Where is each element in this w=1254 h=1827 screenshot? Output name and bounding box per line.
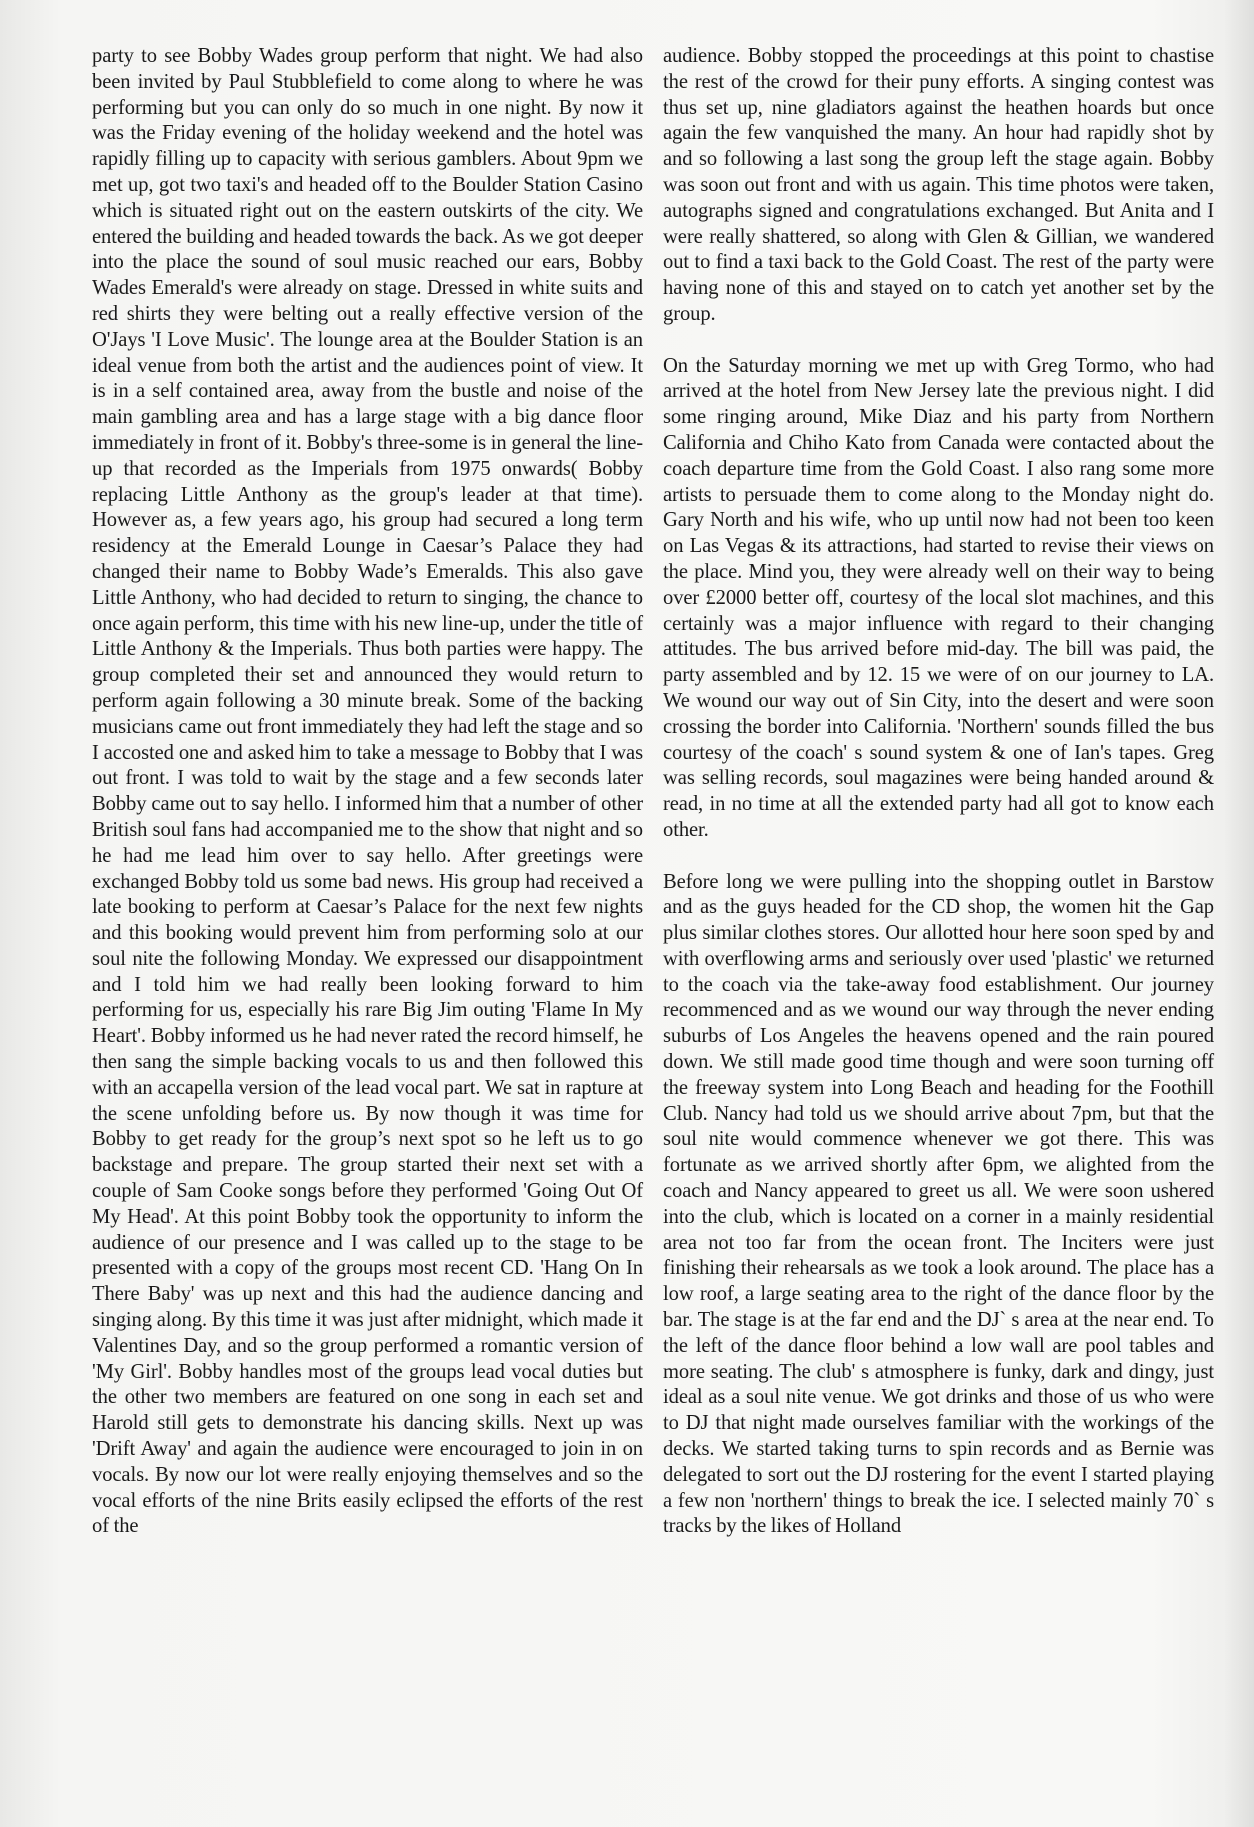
right-column (663, 44, 1214, 1540)
paragraph: On the Saturday morning we met up with Greg Tormo, who had arrived at the hotel from New Jersey late the previous night. I did some ringing around, Mike Diaz and his party from Northern California and Chiho Kato from Canada were contacted about the coach departure time from the Gold Coast. I also rang some more artists to persuade them to come along to the Monday night do. Gary North and his wife, who up until now had not been too keen on Las Vegas & its attractions, had started to revise their views on the place. Mind you, they were already well on their way to being over £2000 better off, courtesy of the local slot machines, and this certainly was a major influence with regard to their changing attitudes. The bus arrived before mid-day. The bill was paid, the party assembled and by 12. 15 we were of on our journey to LA. We wound our way out of Sin City, into the desert and were soon crossing the border into California. 'Northern' sounds filled the bus courtesy of the coach' s sound system & one of Ian's tapes. Greg was selling records, soul magazines were being handed around & read, in no time at all the extended party had all got to know each other. (663, 354, 1214, 841)
paragraph: audience. Bobby stopped the proceedings at this point to chastise the rest of the crowd for their puny efforts. A singing contest was thus set up, nine gladiators against the heathen hoards but once again the few vanquished the many. An hour had rapidly shot by and so following a last song the group left the stage again. Bobby was soon out front and with us again. This time photos were taken, autographs signed and congratulations exchanged. But Anita and I were really shattered, so along with Glen & Gillian, we wandered out to find a taxi back to the Gold Coast. The rest of the party were having none of this and stayed on to catch yet another set by the group. (663, 45, 1214, 325)
page-edge (1224, 0, 1254, 1827)
paragraph: Before long we were pulling into the shopping outlet in Barstow and as the guys headed for the CD shop, the women hit the Gap plus similar clothes stores. Our allotted hour here soon sped by and with overflowing arms and seriously over used 'plastic' we returned to the coach via the take-away food establishment. Our journey recommenced and as we wound our way through the never ending suburbs of Los Angeles the heavens opened and the rain poured down. We still made good time though and were soon turning off the freeway system into Long Beach and heading for the Foothill Club. Nancy had told us we should arrive about 7pm, but that the soul nite would commence whenever we got there. This was fortunate as we arrived shortly after 6pm, we alighted from the coach and Nancy appeared to greet us all. We were soon ushered into the club, which is located on a corner in a mainly residential area not too far from the ocean front. The Inciters were just finishing their rehearsals as we took a look around. The place has a low roof, a large seating area to the right of the dance floor by the bar. The stage is at the far end and the DJ` s area at the near end. To the left of the dance floor behind a low wall are pool tables and more seating. The club' s atmosphere is funky, dark and dingy, just ideal as a soul nite venue. We got drinks and those of us who were to DJ that night made ourselves familiar with the workings of the decks. We started taking turns to spin records and as Bernie was delegated to sort out the DJ rostering for the event I started playing a few non 'northern' things to break the ice. I selected mainly 70` s tracks by the likes of Holland (663, 870, 1214, 1538)
article-body (92, 44, 1214, 1540)
left-column (92, 44, 643, 1540)
paragraph: party to see Bobby Wades group perform that night. We had also been invited by Paul Stubblefield to come along to where he was performing but you can only do so much in one night. By now it was the Friday evening of the holiday weekend and the hotel was rapidly filling up to capacity with serious gamblers. About 9pm we met up, got two taxi's and headed off to the Boulder Station Casino which is situated right out on the eastern outskirts of the city. We entered the building and headed towards the back. As we got deeper into the place the sound of soul music reached our ears, Bobby Wades Emerald's were already on stage. Dressed in white suits and red shirts they were belting out a really effective version of the O'Jays 'I Love Music'. The lounge area at the Boulder Station is an ideal venue from both the artist and the audiences point of view. It is in a self contained area, away from the bustle and noise of the main gambling area and has a large stage with a big dance floor immediately in front of it. Bobby's three-some is in general the line-up that recorded as the Imperials from 1975 onwards( Bobby replacing Little Anthony as the group's leader at that time). However as, a few years ago, his group had secured a long term residency at the Emerald Lounge in Caesar’s Palace they had changed their name to Bobby Wade’s Emeralds. This also gave Little Anthony, who had decided to return to singing, the chance to once again perform, this time with his new line-up, under the title of Little Anthony & the Imperials. Thus both parties were happy. The group completed their set and announced they would return to perform again following a 30 minute break. Some of the backing musicians came out front immediately they had left the stage and so I accosted one and asked him to take a message to Bobby that I was out front. I was told to wait by the stage and a few seconds later Bobby came out to say hello. I informed him that a number of other British soul fans had accompanied me to the show that night and so he had me lead him over to say hello. After greetings were exchanged Bobby told us some bad news. His group had received a late booking to perform at Caesar’s Palace for the next few nights and this booking would prevent him from performing solo at our soul nite the following Monday. We expressed our disappointment and I told him we had really been looking forward to him performing for us, especially his rare Big Jim outing 'Flame In My Heart'. Bobby informed us he had never rated the record himself, he then sang the simple backing vocals to us and then followed this with an accapella version of the lead vocal part. We sat in rapture at the scene unfolding before us. By now though it was time for Bobby to get ready for the group’s next spot so he left us to go backstage and prepare. The group started their next set with a couple of Sam Cooke songs before they performed 'Going Out Of My Head'. At this point Bobby took the opportunity to inform the audience of our presence and I was called up to the stage to be presented with a copy of the groups most recent CD. 'Hang On In There Baby' was up next and this had the audience dancing and singing along. By this time it was just after midnight, which made it Valentines Day, and so the group performed a romantic version of 'My Girl'. Bobby handles most of the groups lead vocal duties but the other two members are featured on one song in each set and Harold still gets to demonstrate his dancing skills. Next up was 'Drift Away' and again the audience were encouraged to join in on vocals. By now our lot were really enjoying themselves and so the vocal efforts of the nine Brits easily eclipsed the efforts of the rest of the (92, 45, 643, 1538)
